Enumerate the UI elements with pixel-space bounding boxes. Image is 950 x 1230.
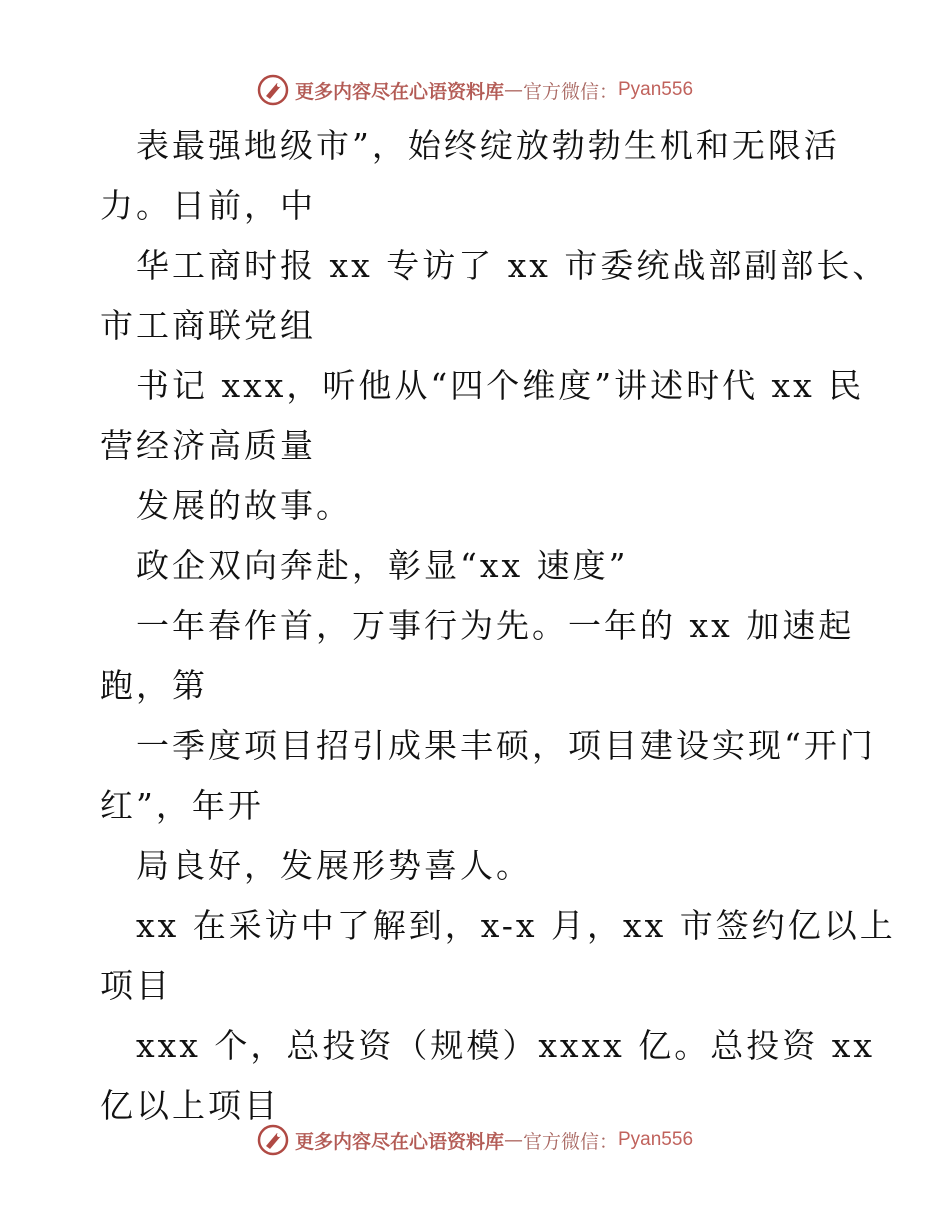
body-line: 项目 (100, 966, 172, 1005)
body-line: 亿以上项目 (100, 1086, 280, 1125)
body-line: 跑，第 (100, 666, 208, 705)
body-line: 力。日前，中 (100, 186, 316, 225)
watermark-dash: — (503, 1129, 523, 1151)
section-heading: 政企双向奔赴，彰显“xx 速度” (136, 546, 629, 585)
body-line: 华工商时报 xx 专访了 xx 市委统战部副部长、 (136, 246, 889, 285)
body-line: 书记 xxx，听他从“四个维度”讲述时代 xx 民 (136, 366, 865, 405)
watermark-account: Pyan556 (618, 1129, 694, 1150)
body-line: 一年春作首，万事行为先。一年的 xx 加速起 (136, 606, 855, 645)
watermark-brand: 更多内容尽在心语资料库 (294, 80, 504, 103)
body-line: 营经济高质量 (100, 426, 316, 465)
watermark-account: Pyan556 (618, 79, 694, 100)
body-line: xxx 个，总投资（规模）xxxx 亿。总投资 xx (136, 1026, 875, 1065)
watermark-brand: 更多内容尽在心语资料库 (294, 1130, 504, 1153)
body-line: 表最强地级市”，始终绽放勃勃生机和无限活 (136, 126, 840, 165)
watermark-wechat-label: 官方微信： (522, 1130, 618, 1153)
watermark-header (0, 70, 950, 110)
pen-logo-icon (257, 1124, 289, 1156)
pen-logo-icon (257, 74, 289, 106)
body-line: 发展的故事。 (136, 486, 352, 525)
watermark-dash: — (503, 79, 523, 101)
body-line: 局良好，发展形势喜人。 (136, 846, 532, 885)
body-line: xx 在采访中了解到，x-x 月，xx 市签约亿以上 (136, 906, 896, 945)
body-line: 市工商联党组 (100, 306, 316, 345)
watermark-wechat-label: 官方微信： (522, 80, 618, 103)
body-line: 一季度项目招引成果丰硕，项目建设实现“开门 (136, 726, 876, 765)
watermark-footer (0, 1120, 950, 1160)
body-line: 红”，年开 (100, 786, 264, 825)
